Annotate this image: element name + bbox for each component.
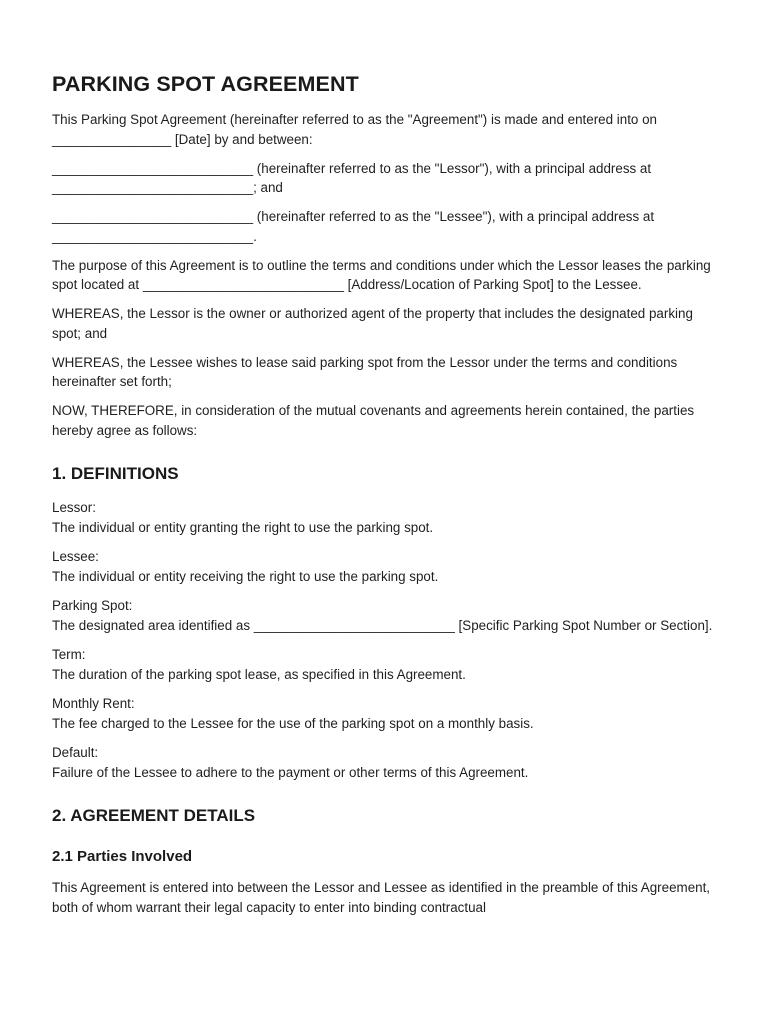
- definition-term: Parking Spot:: [52, 598, 133, 613]
- whereas-lessor-paragraph: WHEREAS, the Lessor is the owner or authorized agent of the property that includes the designated parking spot; and: [52, 306, 693, 341]
- subsection-heading-parties: 2.1 Parties Involved: [52, 848, 193, 865]
- definition-item: [52, 645, 718, 684]
- definition-item: [52, 547, 718, 586]
- document-page: [52, 72, 718, 927]
- definition-item: [52, 694, 718, 733]
- definition-text: Failure of the Lessee to adhere to the payment or other terms of this Agreement.: [52, 764, 529, 780]
- purpose-paragraph: The purpose of this Agreement is to outline the terms and conditions under which the Lessor leases the parking spot located at ___________________________ [Address/Location of Parking Spot] to the Lessee.: [52, 257, 711, 292]
- whereas-lessee-paragraph: WHEREAS, the Lessee wishes to lease said parking spot from the Lessor under the terms and conditions hereinafter set forth;: [52, 354, 678, 389]
- definition-item: [52, 596, 718, 635]
- definition-item: [52, 743, 718, 782]
- definition-text: The duration of the parking spot lease, as specified in this Agreement.: [52, 666, 466, 682]
- definition-term: Lessee:: [52, 549, 99, 564]
- section-heading-agreement-details: 2. AGREEMENT DETAILS: [52, 806, 256, 825]
- definition-text: The individual or entity granting the right to use the parking spot.: [52, 519, 434, 535]
- definition-term: Lessor:: [52, 500, 96, 515]
- definition-term: Monthly Rent:: [52, 696, 135, 711]
- lessee-paragraph: ___________________________ (hereinafter referred to as the "Lessee"), with a principal address at ___________________________.: [52, 209, 655, 244]
- definition-item: [52, 498, 718, 537]
- definition-text: The individual or entity receiving the right to use the parking spot.: [52, 568, 439, 584]
- now-therefore-paragraph: NOW, THEREFORE, in consideration of the mutual covenants and agreements herein contained, the parties hereby agree as follows:: [52, 403, 695, 438]
- parties-paragraph: This Agreement is entered into between the Lessor and Lessee as identified in the preamble of this Agreement, both of whom warrant their legal capacity to enter into binding contractual: [52, 880, 711, 915]
- section-heading-definitions: 1. DEFINITIONS: [52, 464, 179, 483]
- lessor-paragraph: ___________________________ (hereinafter referred to as the "Lessor"), with a principal address at ___________________________; and: [52, 160, 652, 195]
- intro-paragraph: This Parking Spot Agreement (hereinafter referred to as the "Agreement") is made and entered into on ________________ [Date] by and between:: [52, 112, 657, 147]
- definition-term: Default:: [52, 745, 99, 760]
- definition-text: The fee charged to the Lessee for the use of the parking spot on a monthly basis.: [52, 715, 534, 731]
- definition-text: The designated area identified as ___________________________ [Specific Parking Spot Number or Section].: [52, 617, 713, 633]
- document-title: PARKING SPOT AGREEMENT: [52, 72, 359, 96]
- definition-term: Term:: [52, 647, 86, 662]
